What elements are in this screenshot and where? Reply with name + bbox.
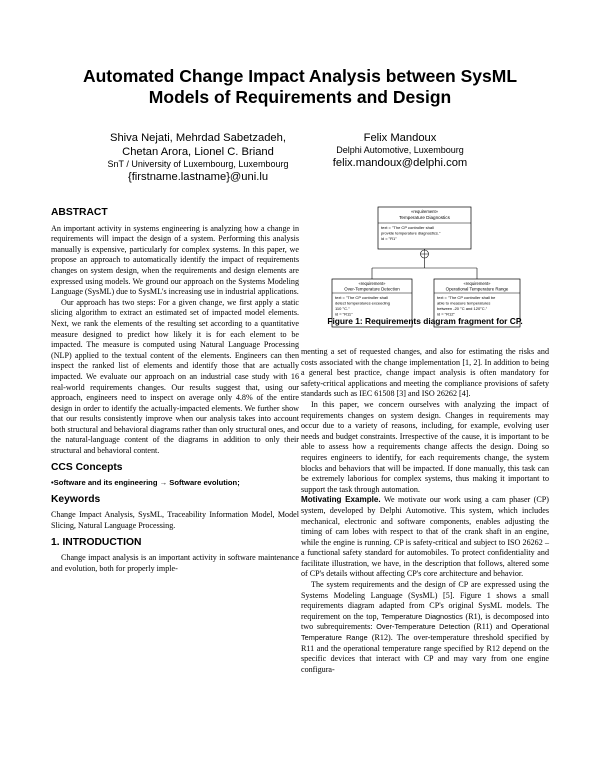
author-block-right bbox=[300, 131, 500, 170]
paragraph-text: (R12). The over-temperature threshold specified by R11 and the operational temperature range specified by R12 depend on the specific devices that interact with CP and may vary from one engine configura- bbox=[301, 633, 549, 674]
requirement-ref-r12: Operational Temperature Range bbox=[301, 622, 549, 643]
requirement-id: id = "R12" bbox=[437, 311, 455, 317]
requirement-text-line: text = "The CP controller shall bbox=[335, 295, 388, 300]
author-email: felix.mandoux@delphi.com bbox=[332, 157, 468, 169]
ccs-concepts: •Software and its engineering → Software evolution; bbox=[51, 478, 240, 488]
stereotype-label: «requirement» bbox=[463, 281, 491, 286]
introduction-paragraph-1-continued: menting a set of requested changes, and also for estimating the risks and costs associated with the change implementation [1, 2]. In addition to being a general best practice, change impact analysis is often mandatory for safety-critical applications and meeting the compliance provisions of safety standards such as IEC 61508 [3] and ISO 26262 [4]. bbox=[301, 347, 549, 399]
abstract-heading: ABSTRACT bbox=[51, 207, 108, 218]
requirement-name: Over-Temperature Detection bbox=[344, 286, 400, 292]
author-affiliation: SnT / University of Luxembourg, Luxembourg bbox=[107, 159, 289, 169]
stereotype-label: «requirement» bbox=[358, 281, 386, 286]
author-names-line-2: Chetan Arora, Lionel C. Briand bbox=[122, 146, 274, 158]
requirement-text-line: 110 °C." bbox=[335, 306, 350, 311]
introduction-heading: 1. INTRODUCTION bbox=[51, 536, 142, 548]
requirement-ref-r11: Over-Temperature Detection bbox=[376, 622, 470, 632]
figure-caption: Figure 1: Requirements diagram fragment for CP. bbox=[327, 316, 523, 326]
motivating-example-paragraph bbox=[301, 495, 549, 580]
left-column bbox=[51, 206, 299, 574]
requirement-text-line: text = "The CP controller shall bbox=[381, 225, 434, 230]
requirement-ref-r1: Temperature Diagnostics bbox=[381, 611, 463, 621]
requirement-text-line: text = "The CP controller shall be bbox=[437, 295, 496, 300]
right-column bbox=[301, 347, 549, 675]
introduction-paragraph-1-start: Change impact analysis is an important activity in software maintenance and evolution, both for properly imple- bbox=[51, 553, 299, 573]
requirement-id: id = "R1" bbox=[381, 236, 397, 241]
stereotype-label: «requirement» bbox=[410, 209, 439, 214]
requirement-text-line: able to measure temperatures bbox=[437, 300, 491, 306]
requirement-name: Temperature Diagnostics bbox=[399, 215, 450, 220]
abstract-paragraph-2: Our approach has two steps: For a given change, we first apply a static slicing algorithm to extract an estimated set of impacted model elements. Next, we rank the elements of the resulting set according to a quantitative measure designed to predict how likely it is for each element to be impacted. The measure is computed using Natural Language Processing (NLP) applied to the textual content of the elements. Engineers can then inspect the ranked list of elements and identify those that are actually impacted. We evaluate our approach on an industrial case study with 16 real-world requirements changes. Our results suggest that, using our approach, engineers need to inspect on average only 4.8% of the entire design in order to identify the actually-impacted elements. We further show that our results consistently improve when our analysis takes into account both structural and behavioral diagrams rather than only structural ones, and the natural-language content of the diagrams in addition to only their structural and behavioral content. bbox=[51, 297, 299, 456]
author-affiliation: Delphi Automotive, Luxembourg bbox=[336, 145, 464, 155]
abstract-paragraph-1: An important activity in systems engineering is analyzing how a change in requirements will impact the design of a system. Performing this analysis manually is expensive, particularly for complex systems. In this paper, we propose an approach to automatically identify the impact of requirements changes on system design, when the requirements and design elements are expressed using models. We ground our approach on the Systems Modeling Language (SysML) due to SysML's increasing use in industrial applications. bbox=[51, 223, 299, 297]
requirement-text-line: between -20 °C and 120°C." bbox=[437, 306, 488, 311]
requirement-text-line: detect temperatures exceeding bbox=[335, 300, 390, 306]
paper-title bbox=[50, 66, 550, 108]
author-names-line-1: Shiva Nejati, Mehrdad Sabetzadeh, bbox=[109, 132, 286, 144]
paragraph-text: (R11) and bbox=[473, 622, 508, 632]
motivating-example-text: We motivate our work using a cam phaser (CP) system, developed by Delphi Automotive. This system, which includes mechanical, electronic and software components, enables adjusting the timing of cam lobes with respect to that of the crank shaft in an engine, while the engine is running. CP is safety-critical and subject to ISO 26262 – a functional safety standard for automobiles. To protect confidentiality and facilitate illustration, we have, in the description that follows, altered some of CP's details without affecting CP's core architecture and behavior. bbox=[301, 495, 549, 579]
author-email: {firstname.lastname}@uni.lu bbox=[127, 171, 269, 183]
requirement-text-line: provide temperature diagnostics." bbox=[381, 230, 441, 236]
motivating-example-label: Motivating Example. bbox=[301, 495, 381, 505]
introduction-paragraph-2: In this paper, we concern ourselves with analyzing the impact of requirements changes on system design. Changes in requirements may occur due to a variety of reasons, including, for example, evolving user needs and budget constraints. Irrespective of the cause, it is important to be able to assess how a requirements change affects the design. Doing so requires engineers to identify, for each requirements change, the system blocks and behaviors that will be impacted. If done manually, this task can be extremely laborious for complex systems, thus making it important to support the task through automation. bbox=[301, 399, 549, 494]
keywords-text: Change Impact Analysis, SysML, Traceability Information Model, Model Slicing, Natural Language Processing. bbox=[51, 510, 299, 531]
requirement-box-r1 bbox=[378, 207, 471, 249]
author-block-left bbox=[78, 131, 318, 184]
keywords-heading: Keywords bbox=[51, 493, 101, 505]
ccs-heading: CCS Concepts bbox=[51, 461, 123, 473]
title-line-2: Models of Requirements and Design bbox=[148, 87, 452, 107]
introduction-paragraph-4 bbox=[301, 580, 549, 675]
paragraph-text: The system requirements and the design of CP are expressed using the Systems Modeling Language (SysML) [5]. Figure 1 shows a small requirements diagram adapted from CP's original SysML models. The requirement on the top, bbox=[301, 580, 549, 621]
requirement-id: id = "R11" bbox=[335, 311, 353, 317]
requirement-name: Operational Temperature Range bbox=[445, 286, 509, 292]
paragraph-text: (R1), is decomposed into two subrequirements: bbox=[301, 611, 549, 632]
author-name: Felix Mandoux bbox=[363, 132, 437, 144]
containment-connector bbox=[372, 249, 477, 279]
title-line-1: Automated Change Impact Analysis between SysML bbox=[82, 66, 518, 86]
